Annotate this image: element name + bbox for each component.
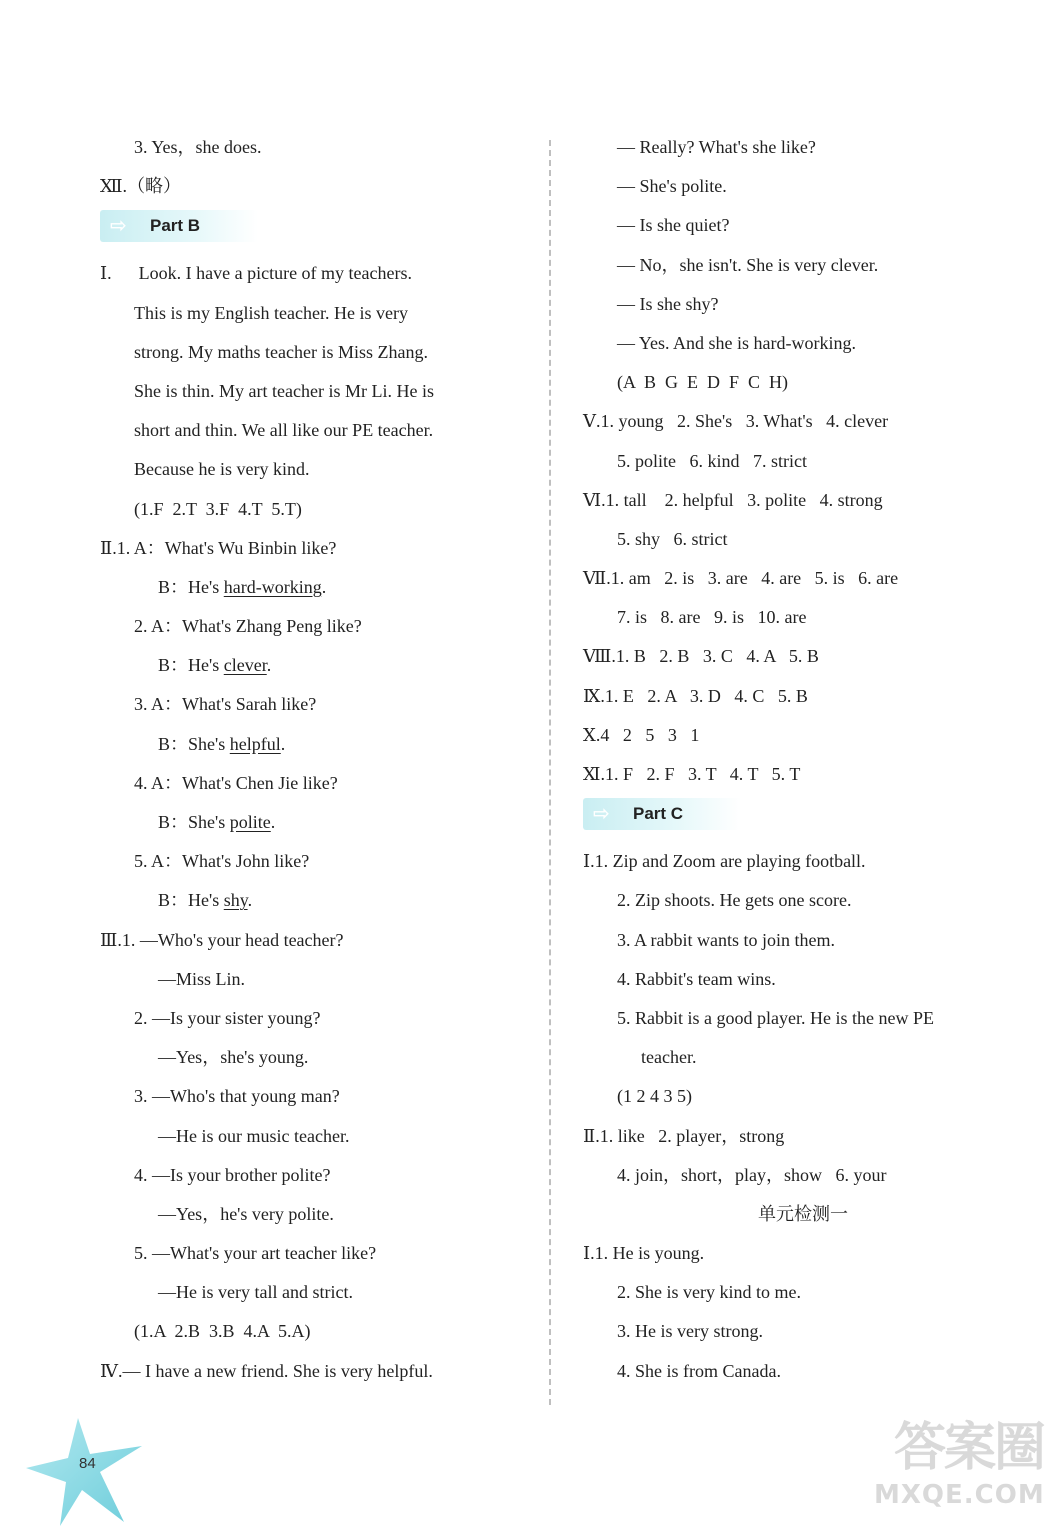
answer-text: 2. —Is your sister young? [134, 1007, 321, 1028]
answer-prefix: B：She's [158, 733, 230, 754]
answer-line [100, 646, 530, 685]
underlined-answer: helpful [229, 733, 281, 754]
answer-line [583, 481, 1023, 520]
answer-line [100, 128, 530, 167]
answer-text: 5. shy 6. strict [617, 528, 728, 549]
answer-text: short and thin. We all like our PE teacher. [134, 420, 434, 441]
column-divider [549, 140, 551, 1405]
section-number: Ⅻ. [100, 176, 128, 197]
answer-line [583, 246, 1023, 285]
answer-line [583, 1077, 1023, 1116]
section-number: Ⅱ. [583, 1125, 600, 1146]
section-number: Ⅶ. [583, 568, 611, 589]
answer-line [100, 1234, 530, 1273]
answer-line [583, 520, 1023, 559]
answer-line [583, 206, 1023, 245]
answer-prefix: B：He's [158, 655, 224, 676]
section-number: Ⅵ. [583, 489, 606, 510]
section-number: Ⅹ. [583, 724, 601, 745]
answer-text: —Miss Lin. [158, 968, 246, 989]
answer-text: —He is our music teacher. [158, 1125, 350, 1146]
answer-text: 3. A：What's Sarah like? [134, 694, 317, 715]
answer-line [100, 881, 530, 920]
answer-line [583, 1352, 1023, 1391]
answer-line [100, 254, 530, 293]
answer-line [100, 1195, 530, 1234]
answer-line [583, 960, 1023, 999]
answer-text: 4. join，short，play，show 6. your [617, 1164, 887, 1185]
answer-text: 4. A：What's Chen Jie like? [134, 772, 338, 793]
answer-text: —He is very tall and strict. [158, 1282, 353, 1303]
answer-line [583, 881, 1023, 920]
answer-line [583, 716, 1023, 755]
answer-suffix: . [247, 890, 253, 911]
answer-text: 1. A：What's Wu Binbin like? [116, 537, 337, 558]
answer-text: 5. A：What's John like? [134, 851, 310, 872]
answer-text: — She's polite. [617, 176, 727, 197]
section-number: Ⅱ. [100, 537, 117, 558]
section-number: Ⅷ. [583, 646, 616, 667]
answer-line [583, 637, 1023, 676]
answer-text: This is my English teacher. He is very [134, 302, 408, 323]
answer-text: 2. Zip shoots. He gets one score. [617, 890, 852, 911]
answer-text: 5. polite 6. kind 7. strict [617, 450, 807, 471]
answer-prefix: B：He's [158, 576, 224, 597]
answer-line [100, 803, 530, 842]
section-header-title: Part C [633, 804, 684, 824]
answer-line [100, 960, 530, 999]
answer-line [583, 324, 1023, 363]
answer-line [100, 1352, 530, 1391]
answer-text: — Really? What's she like? [617, 137, 816, 157]
underlined-answer: clever [223, 655, 267, 676]
section-number: Ⅰ. [100, 263, 112, 284]
section-number: Ⅳ. [100, 1360, 123, 1381]
underlined-answer: shy [223, 890, 248, 911]
answer-text: （略） [127, 176, 182, 197]
answer-text: 1. He is young. [594, 1243, 705, 1264]
answer-text: 1. am 2. is 3. are 4. are 5. is 6. are [610, 568, 899, 589]
answer-text: 3. —Who's that young man? [134, 1086, 340, 1107]
answer-text: 4. She is from Canada. [617, 1360, 781, 1381]
answer-line [583, 1273, 1023, 1312]
watermark-logo [874, 1418, 1044, 1526]
answer-text: (A B G E D F C H) [617, 372, 789, 393]
answer-text: — I have a new friend. She is very helpful. [122, 1360, 433, 1381]
answer-line [583, 1156, 1023, 1195]
answer-text: (1.A 2.B 3.B 4.A 5.A) [134, 1321, 311, 1342]
answer-text: 1. F 2. F 3. T 4. T 5. T [604, 764, 801, 784]
answer-line [100, 1117, 530, 1156]
answer-line [100, 1077, 530, 1116]
answer-text: 5. —What's your art teacher like? [134, 1243, 377, 1264]
answer-line [100, 1312, 530, 1351]
watermark-url: MXQE.COM [874, 1480, 1045, 1510]
section-header-title: Part B [150, 216, 201, 236]
answer-suffix: . [321, 576, 327, 597]
answer-line [100, 294, 530, 333]
answer-text: — Is she quiet? [617, 215, 730, 236]
answer-text: teacher. [641, 1047, 697, 1068]
answer-text: Look. I have a picture of my teachers. [111, 263, 413, 284]
answer-line [100, 1038, 530, 1077]
answer-line [100, 725, 530, 764]
answer-suffix: . [270, 812, 276, 832]
right-column [583, 128, 1023, 1391]
answer-line [100, 921, 530, 960]
answer-text: 3. Yes，she does. [134, 137, 262, 157]
answer-line [100, 764, 530, 803]
arrow-right-icon: ⇨ [110, 215, 127, 238]
answer-text: 2. She is very kind to me. [617, 1282, 801, 1303]
answer-text: 1. young 2. She's 3. What's 4. clever [600, 411, 889, 432]
answer-text: (1.F 2.T 3.F 4.T 5.T) [134, 498, 302, 519]
answer-line [583, 128, 1023, 167]
answer-text: 1. B 2. B 3. C 4. A 5. B [615, 646, 819, 667]
section-number: Ⅴ. [583, 411, 601, 432]
answer-line [583, 167, 1023, 206]
answer-text: 1. E 2. A 3. D 4. C 5. B [604, 685, 808, 706]
section-number: Ⅺ. [583, 764, 605, 784]
answer-text: —Yes，she's young. [158, 1047, 309, 1068]
page-number: 84 [79, 1455, 96, 1472]
answer-line [100, 333, 530, 372]
unit-test-title: 单元检测一 [758, 1203, 848, 1224]
answer-text: Because he is very kind. [134, 459, 310, 480]
answer-text: — No，she isn't. She is very clever. [617, 254, 879, 275]
answer-line [583, 442, 1023, 481]
answer-line [583, 1234, 1023, 1273]
answer-text: 3. He is very strong. [617, 1321, 763, 1342]
answer-line [583, 1038, 1023, 1077]
answer-text: strong. My maths teacher is Miss Zhang. [134, 341, 428, 362]
answer-text: 1. Zip and Zoom are playing football. [594, 851, 866, 872]
answer-text: (1 2 4 3 5) [617, 1086, 692, 1107]
answer-line [583, 598, 1023, 637]
answer-prefix: B：She's [158, 812, 230, 832]
answer-text: 3. A rabbit wants to join them. [617, 929, 835, 950]
answer-text: — Is she shy? [617, 293, 719, 314]
answer-text: 1. —Who's your head teacher? [121, 929, 344, 950]
answer-text: —Yes，he's very polite. [158, 1203, 334, 1224]
answer-text: — Yes. And she is hard-working. [617, 332, 857, 353]
answer-prefix: B：He's [158, 890, 224, 911]
underlined-answer: hard-working [223, 576, 322, 597]
section-header [100, 210, 258, 242]
answer-text: 4. —Is your brother polite? [134, 1164, 331, 1185]
answer-line [100, 1273, 530, 1312]
answer-text: 5. Rabbit is a good player. He is the new PE [617, 1007, 934, 1028]
underlined-answer: polite [229, 812, 271, 832]
answer-text: 7. is 8. are 9. is 10. are [617, 607, 807, 628]
section-number: Ⅸ. [583, 685, 605, 706]
answer-text: 4 2 5 3 1 [600, 724, 700, 745]
answer-text: 2. A：What's Zhang Peng like? [134, 616, 362, 637]
answer-line [100, 372, 530, 411]
answer-line [100, 999, 530, 1038]
watermark-title: 答案圈 [893, 1418, 1044, 1478]
answer-line [583, 755, 1023, 794]
answer-line [583, 559, 1023, 598]
arrow-right-icon: ⇨ [593, 803, 610, 826]
answer-line [583, 363, 1023, 402]
answer-line [583, 1312, 1023, 1351]
answer-suffix: . [266, 655, 272, 676]
answer-line [583, 1117, 1023, 1156]
answer-line [100, 450, 530, 489]
answer-text: She is thin. My art teacher is Mr Li. He is [134, 380, 434, 401]
answer-line [583, 402, 1023, 441]
left-column [100, 128, 530, 1391]
answer-suffix: . [280, 733, 286, 754]
answer-text: 1. like 2. player，strong [599, 1125, 785, 1146]
answer-line [100, 568, 530, 607]
answer-line [100, 411, 530, 450]
section-number: Ⅲ. [100, 929, 122, 950]
answer-line [100, 685, 530, 724]
answer-line [583, 999, 1023, 1038]
answer-line [583, 842, 1023, 881]
answer-text: 1. tall 2. helpful 3. polite 4. strong [605, 489, 883, 510]
answer-line [100, 607, 530, 646]
section-header [583, 798, 741, 830]
answer-line [583, 677, 1023, 716]
answer-line [100, 167, 530, 206]
answer-line [100, 529, 530, 568]
answer-line [583, 921, 1023, 960]
answer-line [583, 285, 1023, 324]
answer-text: 4. Rabbit's team wins. [617, 968, 776, 989]
answer-line [100, 842, 530, 881]
section-number: Ⅰ. [583, 851, 595, 872]
section-number: Ⅰ. [583, 1243, 595, 1264]
answer-line [100, 1156, 530, 1195]
answer-line [100, 490, 530, 529]
